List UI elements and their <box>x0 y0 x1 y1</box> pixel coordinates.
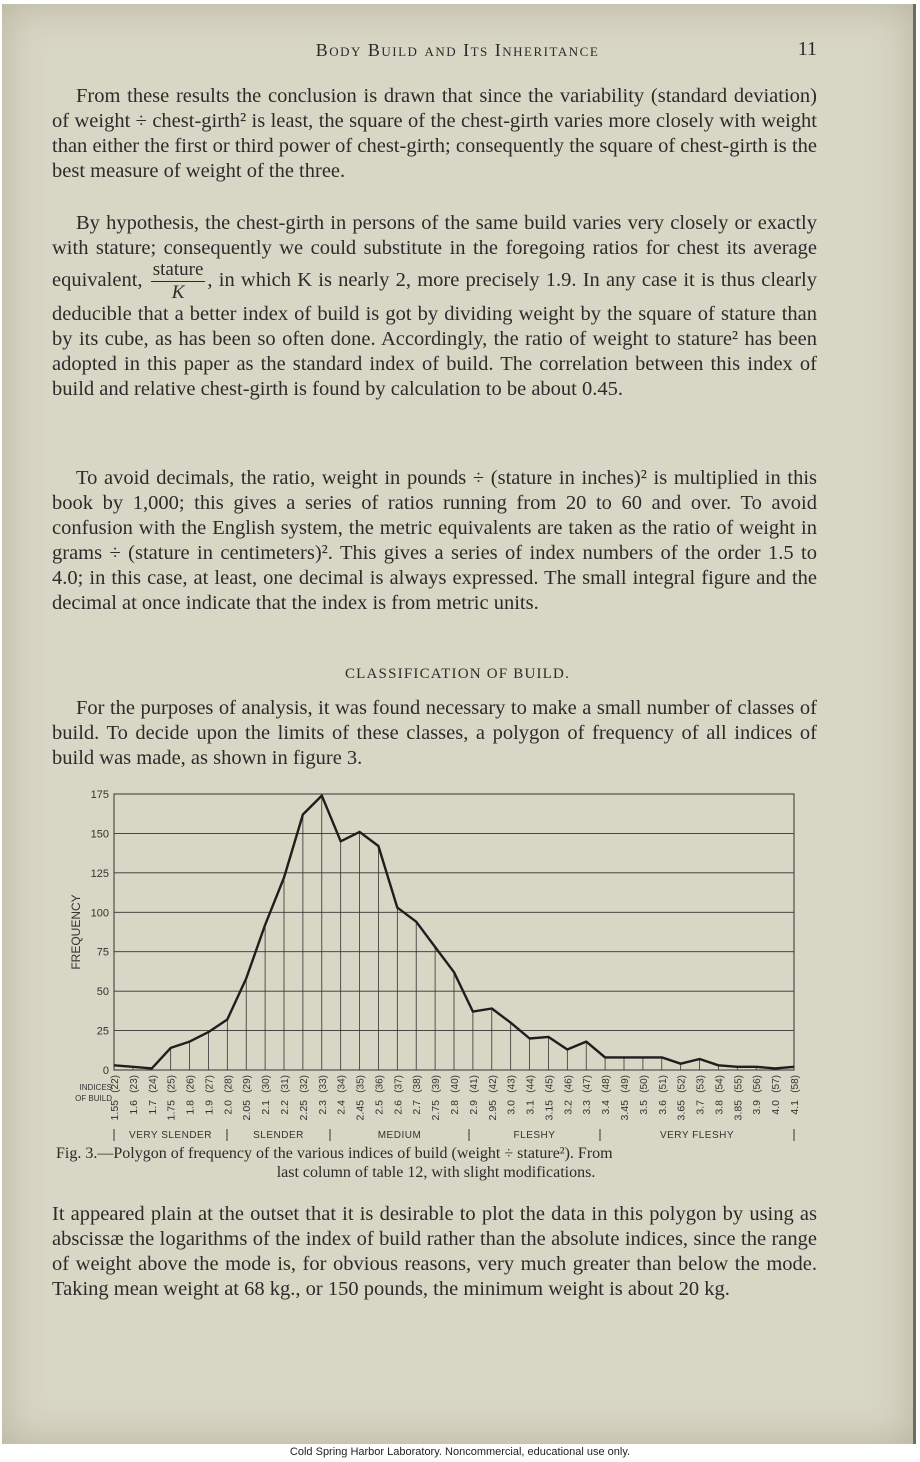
x-code-label: (32) <box>298 1075 310 1093</box>
paragraph-5-text: It appeared plain at the outset that it is desirable to plot the data in this polygon by using as abscissæ the logarithms of the index of build rather than the absolute indices, since the range of weight above the mode is, for obvious reasons, very much greater than below the mode. Taking mean weight at 68 kg., or 150 pounds, the minimum weight is about 20 kg. <box>52 1203 817 1300</box>
x-code-label: (22) <box>110 1075 121 1093</box>
x-tick-label: 2.25 <box>297 1100 310 1121</box>
x-tick-label: 2.0 <box>222 1100 235 1115</box>
running-title: Body Build and Its Inheritance <box>315 40 600 60</box>
class-label: VERY SLENDER <box>129 1130 212 1141</box>
x-code-label: (38) <box>412 1075 424 1093</box>
y-axis-label: FREQUENCY <box>69 894 83 970</box>
x-axis-label-line2: OF BUILD <box>75 1094 112 1103</box>
y-tick-label: 125 <box>90 867 109 880</box>
x-code-label: (53) <box>695 1075 707 1093</box>
x-tick-label: 3.45 <box>619 1100 631 1121</box>
x-code-label: (37) <box>393 1075 405 1093</box>
x-tick-label: 3.4 <box>600 1100 613 1115</box>
x-code-label: (55) <box>733 1075 745 1093</box>
x-code-label: (44) <box>525 1075 537 1093</box>
frequency-polygon-chart <box>58 780 818 1144</box>
x-code-label: (45) <box>544 1075 556 1093</box>
figure-caption <box>56 1144 816 1182</box>
x-tick-label: 1.9 <box>203 1100 216 1115</box>
x-tick-label: 2.95 <box>486 1100 499 1121</box>
x-tick-label: 1.8 <box>184 1100 197 1115</box>
x-tick-label: 3.2 <box>562 1100 575 1115</box>
y-tick-label: 175 <box>90 789 109 801</box>
x-tick-label: 2.5 <box>373 1100 386 1115</box>
x-tick-label: 2.6 <box>392 1100 405 1115</box>
x-code-label: (41) <box>468 1075 480 1093</box>
paragraph-2 <box>52 211 817 402</box>
x-tick-label: 3.6 <box>656 1100 669 1115</box>
x-tick-label: 1.75 <box>165 1100 178 1121</box>
paragraph-4 <box>52 696 817 771</box>
y-tick-label: 100 <box>90 907 109 920</box>
x-code-label: (33) <box>317 1075 329 1093</box>
book-page <box>2 4 916 1444</box>
paragraph-1-text: From these results the conclusion is drawn that since the variability (standard deviation) of weight ÷ chest-girth² is least, the square of the chest-girth varies more closely with weight than either the first or third power of chest-girth; consequently the square of chest-girth is the best measure of weight of the three. <box>52 85 817 182</box>
stature-over-k-fraction <box>151 261 206 302</box>
x-tick-label: 3.65 <box>675 1100 688 1121</box>
y-tick-label: 150 <box>90 828 109 841</box>
paragraph-4-text: For the purposes of analysis, it was found necessary to make a small number of classes of build. To decide upon the limits of these classes, a polygon of frequency of all indices of build was made, as shown in figure 3. <box>52 697 817 769</box>
x-tick-label: 2.8 <box>449 1100 461 1115</box>
y-tick-label: 25 <box>96 1025 109 1038</box>
paragraph-2-text-a: By hypothesis, the chest-girth in persons of the same build varies very closely or exactly with stature; consequently we could substitute in the foregoing ratios for chest its average equivalent, <box>52 212 817 292</box>
x-code-label: (47) <box>582 1075 594 1093</box>
fraction-denominator: K <box>171 282 185 303</box>
caption-line-1: Fig. 3.—Polygon of frequency of the various indices of build (weight ÷ stature²). From <box>56 1145 613 1162</box>
x-code-label: (34) <box>336 1075 348 1093</box>
page-number: 11 <box>797 38 817 60</box>
x-code-label: (50) <box>638 1075 650 1093</box>
x-code-label: (39) <box>431 1075 443 1093</box>
x-code-label: (29) <box>242 1075 254 1093</box>
archive-footer: Cold Spring Harbor Laboratory. Noncommercial, educational use only. <box>289 1446 631 1458</box>
x-tick-label: 2.9 <box>467 1100 480 1115</box>
x-code-label: (31) <box>280 1075 291 1093</box>
x-code-label: (36) <box>374 1075 386 1093</box>
x-code-label: (46) <box>563 1075 575 1093</box>
x-tick-label: 2.05 <box>241 1100 254 1121</box>
x-code-label: (23) <box>128 1075 140 1093</box>
x-code-label: (56) <box>752 1075 764 1093</box>
x-code-label: (51) <box>657 1075 669 1093</box>
x-tick-label: 2.3 <box>316 1100 329 1115</box>
class-label: VERY FLESHY <box>659 1130 735 1141</box>
x-tick-label: 3.3 <box>581 1100 594 1115</box>
x-tick-label: 2.2 <box>279 1100 291 1115</box>
x-code-label: (54) <box>714 1075 726 1093</box>
x-code-label: (35) <box>355 1075 367 1093</box>
x-tick-label: 3.85 <box>732 1100 745 1121</box>
x-tick-label: 1.7 <box>146 1100 159 1115</box>
x-tick-label: 1.6 <box>127 1100 140 1115</box>
page-header <box>2 40 913 64</box>
x-tick-label: 2.1 <box>260 1100 273 1115</box>
x-tick-label: 2.75 <box>430 1100 443 1121</box>
x-code-label: (30) <box>261 1075 273 1093</box>
x-code-label: (28) <box>223 1075 235 1093</box>
paragraph-1 <box>52 84 817 184</box>
x-code-label: (24) <box>147 1075 159 1093</box>
class-label: SLENDER <box>253 1130 304 1141</box>
x-code-label: (25) <box>166 1075 178 1093</box>
x-tick-label: 3.5 <box>637 1100 650 1115</box>
x-tick-label: 3.15 <box>543 1100 556 1121</box>
x-code-label: (26) <box>185 1075 197 1093</box>
x-tick-label: 3.7 <box>694 1100 707 1115</box>
class-label: MEDIUM <box>377 1130 422 1141</box>
x-code-label: (49) <box>620 1075 631 1093</box>
class-label: FLESHY <box>513 1130 556 1141</box>
x-code-label: (27) <box>204 1075 216 1093</box>
x-tick-label: 2.7 <box>411 1100 424 1115</box>
x-tick-label: 4.0 <box>770 1100 783 1115</box>
x-code-label: (52) <box>676 1075 688 1093</box>
x-tick-label: 3.9 <box>751 1100 764 1115</box>
fraction-numerator: stature <box>152 259 204 280</box>
x-tick-label: 4.1 <box>789 1100 801 1115</box>
x-code-label: (48) <box>601 1075 613 1093</box>
x-code-label: (58) <box>790 1075 801 1093</box>
paragraph-3 <box>52 466 817 616</box>
x-tick-label: 3.0 <box>505 1100 518 1115</box>
x-tick-label: 2.45 <box>354 1100 367 1121</box>
paragraph-3-text: To avoid decimals, the ratio, weight in pounds ÷ (stature in inches)² is multiplied in this book by 1,000; this gives a series of ratios running from 20 to 60 and over. To avoid confusion with the English system, the metric equivalents are taken as the ratio of weight in grams ÷ (stature in centimeters)². This gives a series of index numbers of the order 1.5 to 4.0; in this case, at least, one decimal is always expressed. The small integral figure and the decimal at once indicate that the index is from metric units. <box>52 467 817 614</box>
x-axis-label-line1: INDICES <box>79 1083 112 1092</box>
x-tick-label: 3.8 <box>713 1100 726 1115</box>
x-tick-label: 3.1 <box>524 1100 537 1115</box>
paragraph-2-text-b: , in which K is nearly 2, more precisely 1.9. In any case it is thus clearly deducible that a better index of build is got by dividing weight by the square of stature than by its cube, as has been so often done. Accordingly, the ratio of weight to stature² has been adopted in this paper as the standard index of build. The correlation between this index of build and relative chest-girth is found by calculation to be about 0.45. <box>52 269 818 400</box>
section-title: CLASSIFICATION OF BUILD. <box>344 666 571 682</box>
x-code-label: (40) <box>450 1075 461 1093</box>
x-tick-label: 1.55 <box>109 1100 121 1121</box>
y-tick-label: 50 <box>96 986 109 999</box>
x-tick-label: 2.4 <box>335 1100 348 1115</box>
x-code-label: (57) <box>771 1075 783 1093</box>
caption-line-2: last column of table 12, with slight modifications. <box>276 1164 596 1181</box>
y-tick-label: 0 <box>102 1065 109 1077</box>
paragraph-5 <box>52 1202 817 1302</box>
x-code-label: (43) <box>506 1075 518 1093</box>
x-code-label: (42) <box>487 1075 499 1093</box>
y-tick-label: 75 <box>96 946 109 959</box>
